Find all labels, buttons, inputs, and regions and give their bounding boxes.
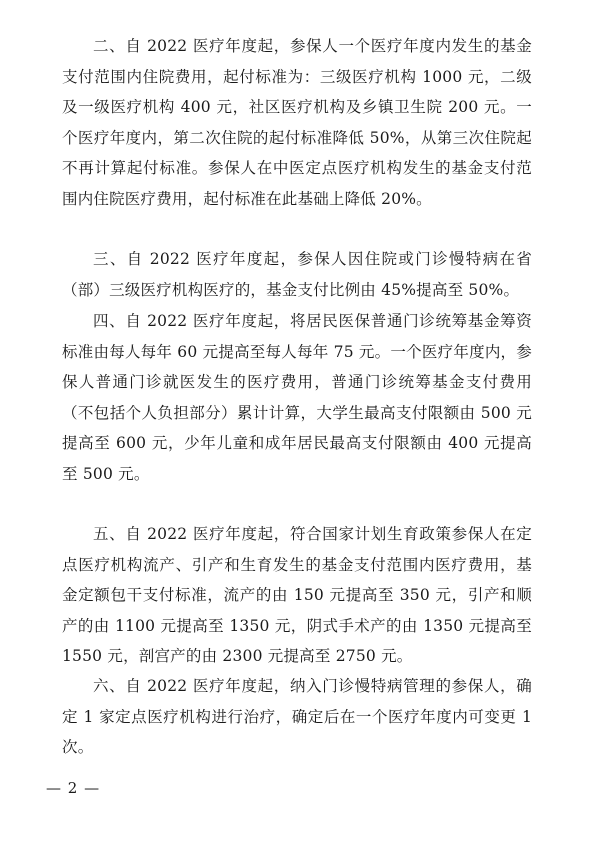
paragraph-item-2: 二、自 2022 医疗年度起，参保人一个医疗年度内发生的基金支付范围内住院费用，起付标准为：三级医疗机构 1000 元，二级及一级医疗机构 400 元，社区医疗机构及乡镇卫生院 200 元。一个医疗年度内，第二次住院的起付标准降低 50%，从第三次住院起不再计算起付标准。参保人在中医定点医疗机构发生的基金支付范围内住院医疗费用，起付标准在此基础上降低 20%。	[62, 37, 532, 208]
paragraph-item-3: 三、自 2022 医疗年度起，参保人因住院或门诊慢特病在省（部）三级医疗机构医疗的，基金支付比例由 45%提高至 50%。	[62, 250, 532, 299]
paragraph-item-6: 六、自 2022 医疗年度起，纳入门诊慢特病管理的参保人，确定 1 家定点医疗机构进行治疗，确定后在一个医疗年度内可变更 1 次。	[62, 677, 532, 757]
paragraph-item-4: 四、自 2022 医疗年度起，将居民医保普通门诊统筹基金筹资标准由每人每年 60 元提高至每人每年 75 元。一个医疗年度内，参保人普通门诊就医发生的医疗费用，普通门诊统筹基金支付费用（不包括个人负担部分）累计计算，大学生最高支付限额由 500 元提高至 600 元，少年儿童和成年居民最高支付限额由 400 元提高至 500 元。	[62, 312, 532, 483]
page-number: — 2 —	[46, 779, 101, 797]
paragraph-item-5: 五、自 2022 医疗年度起，符合国家计划生育政策参保人在定点医疗机构流产、引产和生育发生的基金支付范围内医疗费用，基金定额包干支付标准，流产的由 150 元提高至 350 元，引产和顺产的由 1100 元提高至 1350 元，阴式手术产的由 1350 元提高至 1550 元，剖宫产的由 2300 元提高至 2750 元。	[62, 525, 532, 666]
